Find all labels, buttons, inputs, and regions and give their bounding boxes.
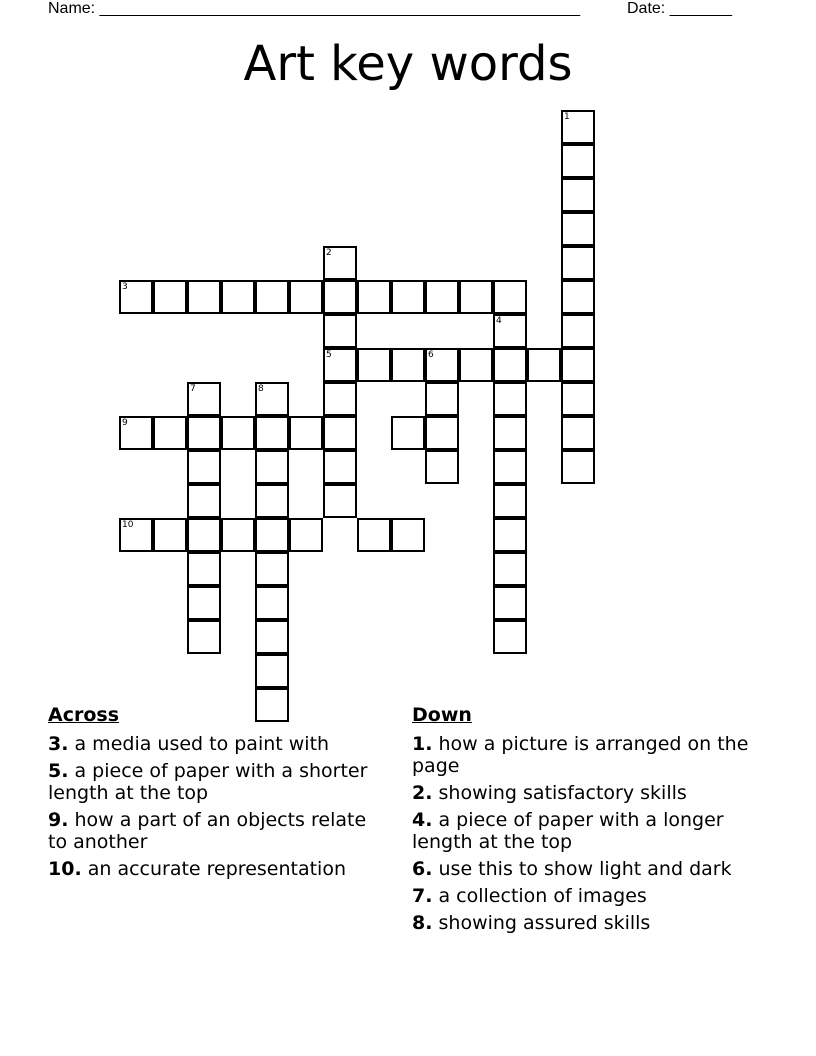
across-heading: Across — [48, 704, 120, 726]
crossword-cell[interactable] — [493, 586, 527, 620]
crossword-cell[interactable] — [119, 416, 153, 450]
crossword-cell[interactable] — [493, 416, 527, 450]
clue-number: 5. — [48, 760, 69, 782]
crossword-cell[interactable] — [459, 280, 493, 314]
crossword-cell[interactable] — [323, 246, 357, 280]
clue-number: 2. — [412, 782, 433, 804]
cell-number: 10 — [122, 520, 134, 530]
crossword-cell[interactable] — [153, 280, 187, 314]
clue-across-5 — [48, 760, 388, 804]
clue-down-7 — [412, 885, 762, 907]
clue-text: how a part of an objects relate to another — [48, 809, 367, 853]
crossword-cell[interactable] — [255, 416, 289, 450]
date-field[interactable]: Date: _______ — [627, 0, 732, 17]
clue-number: 4. — [412, 809, 433, 831]
crossword-cell[interactable] — [255, 280, 289, 314]
crossword-cell[interactable] — [255, 450, 289, 484]
crossword-cell[interactable] — [425, 450, 459, 484]
crossword-cell[interactable] — [187, 450, 221, 484]
crossword-cell[interactable] — [391, 518, 425, 552]
clue-down-8 — [412, 912, 762, 934]
crossword-cell[interactable] — [187, 416, 221, 450]
crossword-cell[interactable] — [561, 212, 595, 246]
clue-number: 7. — [412, 885, 433, 907]
crossword-cell[interactable] — [425, 416, 459, 450]
crossword-cell[interactable] — [153, 416, 187, 450]
cell-number: 9 — [122, 418, 128, 428]
crossword-cell[interactable] — [255, 382, 289, 416]
crossword-cell[interactable] — [493, 518, 527, 552]
clue-text: a collection of images — [438, 885, 647, 907]
crossword-cell[interactable] — [459, 348, 493, 382]
clue-down-4 — [412, 809, 762, 853]
crossword-cell[interactable] — [391, 416, 425, 450]
crossword-cell[interactable] — [323, 450, 357, 484]
page-title: Art key words — [243, 36, 573, 92]
clue-text: a piece of paper with a longer length at the top — [412, 809, 724, 853]
down-heading: Down — [412, 704, 472, 726]
crossword-cell[interactable] — [425, 348, 459, 382]
clue-text: showing satisfactory skills — [438, 782, 687, 804]
clue-text: how a picture is arranged on the page — [412, 733, 749, 777]
crossword-cell[interactable] — [561, 348, 595, 382]
crossword-cell[interactable] — [289, 416, 323, 450]
clue-text: use this to show light and dark — [438, 858, 732, 880]
crossword-cell[interactable] — [187, 586, 221, 620]
crossword-cell[interactable] — [561, 450, 595, 484]
crossword-cell[interactable] — [255, 654, 289, 688]
header-line — [48, 0, 748, 20]
crossword-cell[interactable] — [561, 314, 595, 348]
crossword-cell[interactable] — [289, 280, 323, 314]
clue-across-9 — [48, 809, 388, 853]
crossword-cell[interactable] — [187, 620, 221, 654]
crossword-cell[interactable] — [561, 178, 595, 212]
clue-down-6 — [412, 858, 762, 880]
clue-text: showing assured skills — [438, 912, 651, 934]
crossword-cell[interactable] — [391, 280, 425, 314]
clue-number: 10. — [48, 858, 82, 880]
clue-number: 8. — [412, 912, 433, 934]
crossword-cell[interactable] — [527, 348, 561, 382]
across-clues — [48, 703, 388, 885]
crossword-cell[interactable] — [153, 518, 187, 552]
cell-number: 7 — [190, 384, 196, 394]
clue-number: 6. — [412, 858, 433, 880]
clue-across-3 — [48, 733, 388, 755]
crossword-cell[interactable] — [323, 348, 357, 382]
crossword-cell[interactable] — [357, 518, 391, 552]
crossword-cell[interactable] — [561, 416, 595, 450]
down-clues — [412, 703, 762, 939]
crossword-cell[interactable] — [255, 518, 289, 552]
crossword-cell[interactable] — [425, 382, 459, 416]
crossword-cell[interactable] — [493, 382, 527, 416]
crossword-cell[interactable] — [323, 314, 357, 348]
crossword-cell[interactable] — [187, 280, 221, 314]
crossword-cell[interactable] — [187, 484, 221, 518]
crossword-cell[interactable] — [187, 382, 221, 416]
crossword-cell[interactable] — [561, 382, 595, 416]
crossword-cell[interactable] — [357, 280, 391, 314]
crossword-cell[interactable] — [255, 552, 289, 586]
crossword-cell[interactable] — [493, 348, 527, 382]
clue-down-2 — [412, 782, 762, 804]
clue-across-10 — [48, 858, 388, 880]
crossword-cell[interactable] — [357, 348, 391, 382]
crossword-cell[interactable] — [255, 484, 289, 518]
crossword-cell[interactable] — [561, 110, 595, 144]
crossword-cell[interactable] — [493, 450, 527, 484]
crossword-cell[interactable] — [255, 586, 289, 620]
cell-number: 3 — [122, 282, 128, 292]
crossword-cell[interactable] — [493, 620, 527, 654]
cell-number: 2 — [326, 248, 332, 258]
crossword-cell[interactable] — [323, 280, 357, 314]
cell-number: 5 — [326, 350, 332, 360]
cell-number: 1 — [564, 112, 570, 122]
crossword-cell[interactable] — [561, 280, 595, 314]
crossword-cell[interactable] — [425, 280, 459, 314]
crossword-cell[interactable] — [119, 280, 153, 314]
crossword-cell[interactable] — [493, 552, 527, 586]
cell-number: 4 — [496, 316, 502, 326]
crossword-cell[interactable] — [323, 382, 357, 416]
crossword-cell[interactable] — [221, 518, 255, 552]
crossword-cell[interactable] — [119, 518, 153, 552]
crossword-cell[interactable] — [187, 552, 221, 586]
name-field[interactable]: Name: ______________________________________________________ — [48, 0, 581, 17]
crossword-cell[interactable] — [493, 280, 527, 314]
clue-text: an accurate representation — [87, 858, 346, 880]
clue-down-1 — [412, 733, 762, 777]
crossword-cell[interactable] — [391, 348, 425, 382]
clue-number: 9. — [48, 809, 69, 831]
crossword-cell[interactable] — [561, 144, 595, 178]
clue-number: 3. — [48, 733, 69, 755]
crossword-cell[interactable] — [255, 620, 289, 654]
crossword-cell[interactable] — [323, 484, 357, 518]
clue-text: a media used to paint with — [74, 733, 330, 755]
crossword-cell[interactable] — [187, 518, 221, 552]
crossword-cell[interactable] — [289, 518, 323, 552]
cell-number: 8 — [258, 384, 264, 394]
crossword-cell[interactable] — [493, 484, 527, 518]
cell-number: 6 — [428, 350, 434, 360]
clue-number: 1. — [412, 733, 433, 755]
crossword-cell[interactable] — [561, 246, 595, 280]
clue-text: a piece of paper with a shorter length at the top — [48, 760, 368, 804]
crossword-cell[interactable] — [221, 280, 255, 314]
crossword-cell[interactable] — [493, 314, 527, 348]
crossword-cell[interactable] — [221, 416, 255, 450]
crossword-cell[interactable] — [323, 416, 357, 450]
